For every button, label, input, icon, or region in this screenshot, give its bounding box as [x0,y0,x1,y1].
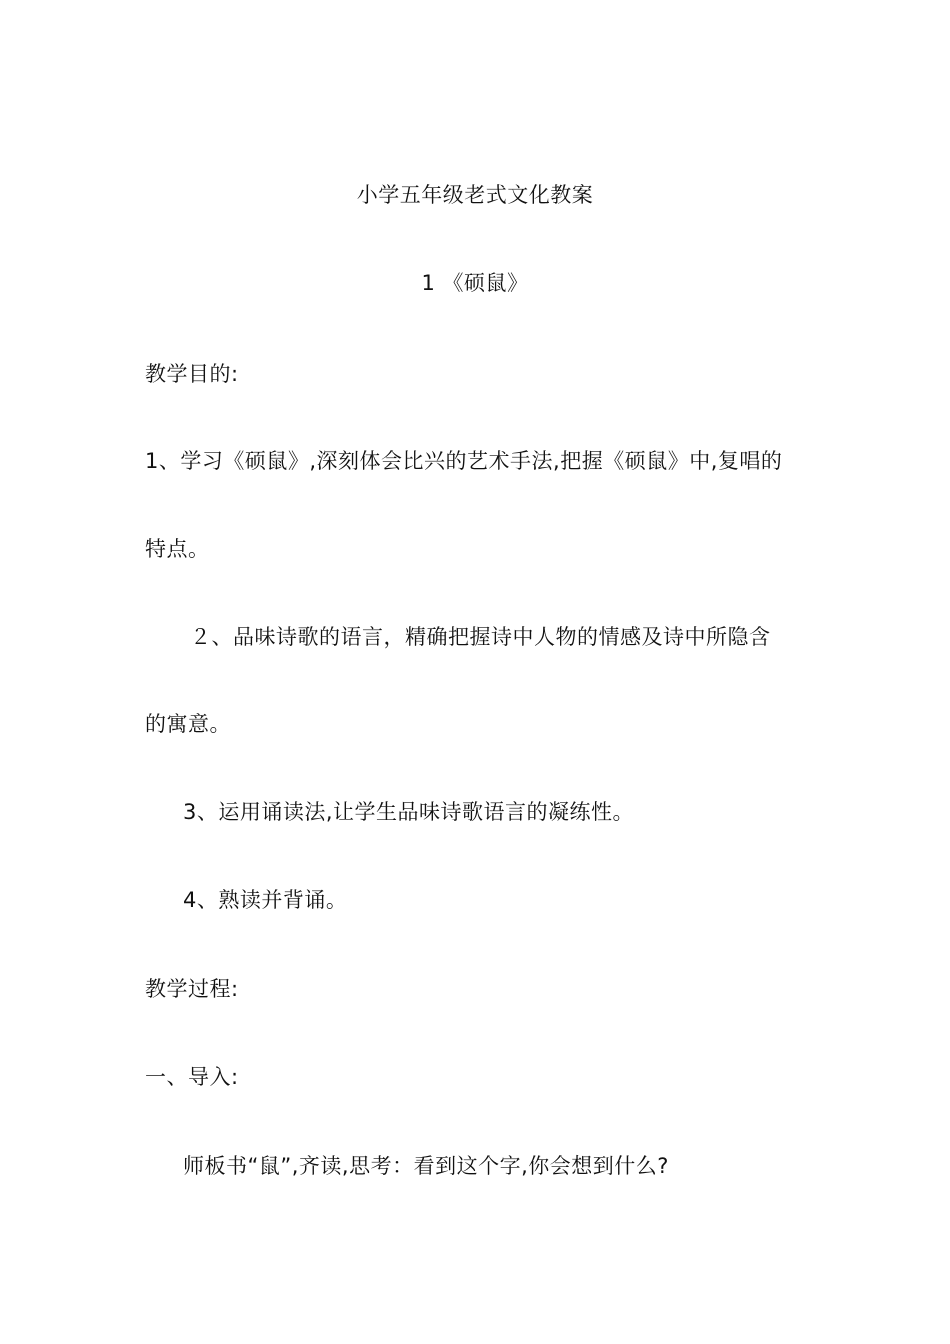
goal-2-line-1: ２、品味诗歌的语言，精确把握诗中人物的情感及诗中所隐含 [190,625,771,649]
goal-1-line-2: 特点。 [145,537,210,561]
process-heading: 教学过程: [145,977,239,1001]
goal-4: 4、熟读并背诵。 [183,888,348,912]
section-1-heading: 一、导入: [145,1065,239,1089]
goals-heading: 教学目的: [145,362,239,386]
goal-2-line-2: 的寓意。 [145,712,231,736]
section-1-text: 师板书“鼠”,齐读,思考：看到这个字,你会想到什么? [183,1154,669,1178]
goal-3: 3、运用诵读法,让学生品味诗歌语言的凝练性。 [183,800,635,824]
document-title: 小学五年级老式文化教案 [356,183,594,207]
lesson-title: 1 《硕鼠》 [421,271,529,295]
goal-1-line-1: 1、学习《硕鼠》,深刻体会比兴的艺术手法,把握《硕鼠》中,复唱的 [145,449,783,473]
